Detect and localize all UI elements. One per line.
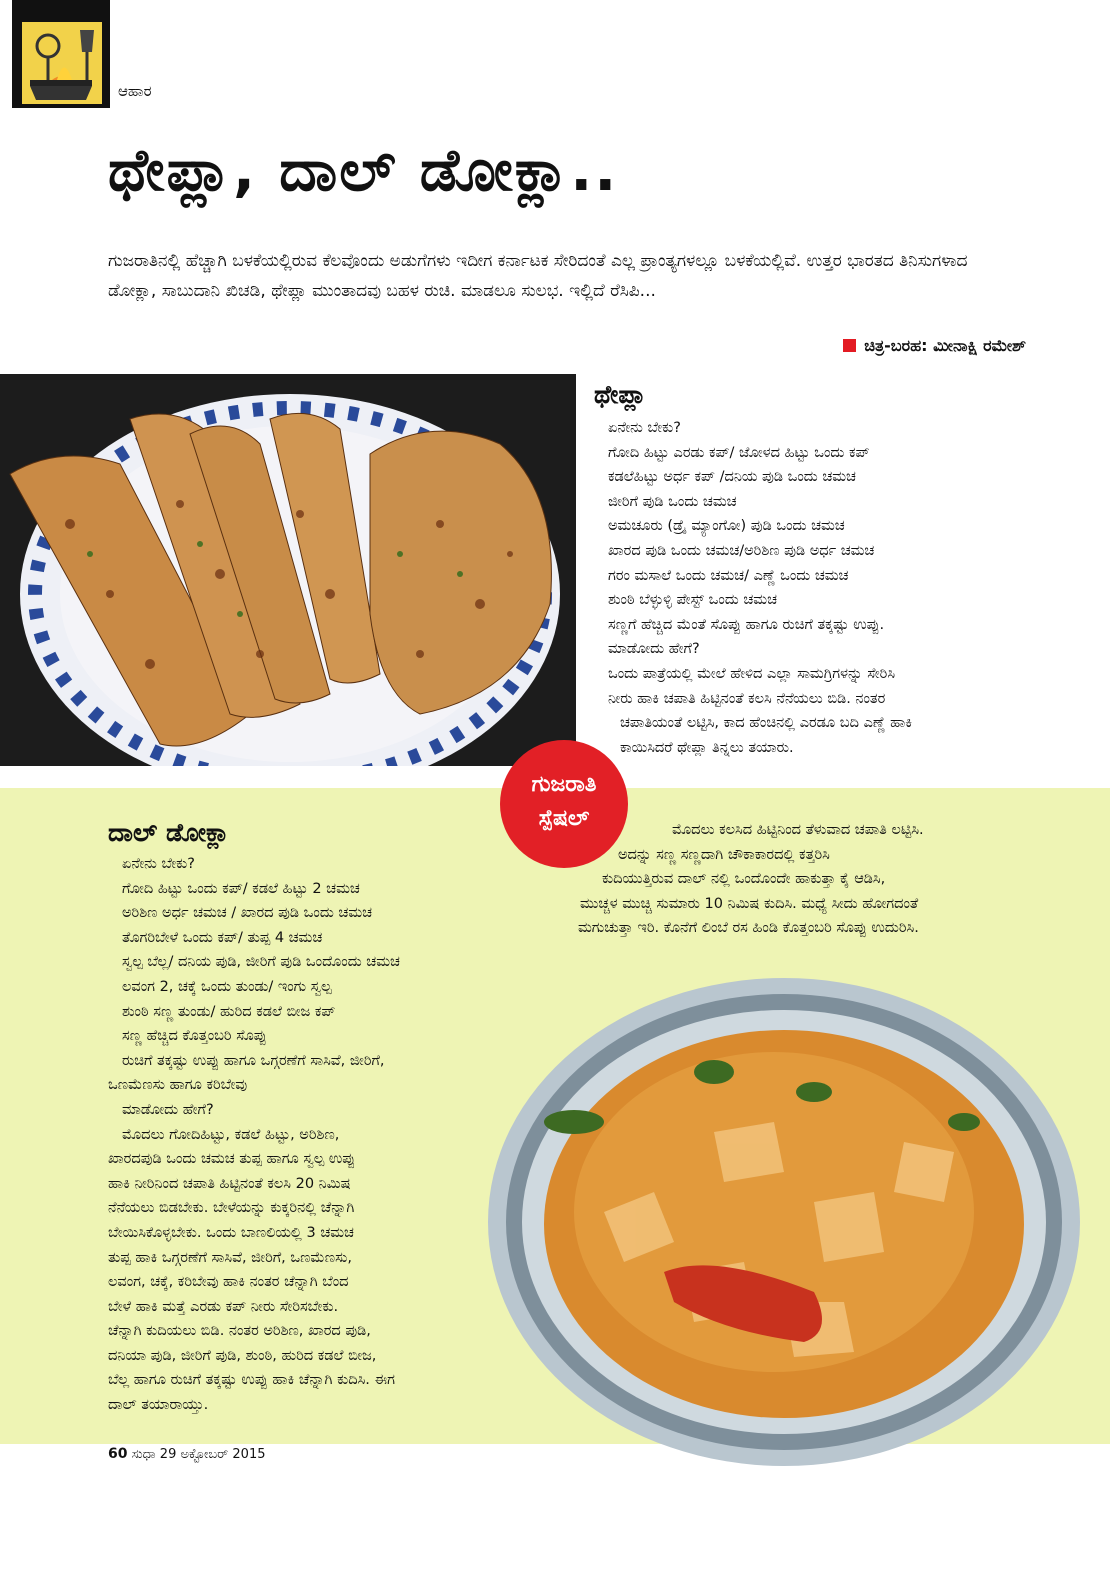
recipe-line: ಶುಂಠಿ ಸಣ್ಣ ತುಂಡು/ ಹುರಿದ ಕಡಲೆ ಬೀಜ ಕಪ್	[122, 1003, 336, 1020]
recipe-line: ಬೆಲ್ಲ ಹಾಗೂ ರುಚಿಗೆ ತಕ್ಕಷ್ಟು ಉಪ್ಪು ಹಾಕಿ ಚೆನ್ನಾಗಿ ಕುದಿಸಿ. ಈಗ	[108, 1372, 395, 1389]
section-logo	[12, 0, 110, 108]
recipe-line: ಖಾರದಪುಡಿ ಒಂದು ಚಮಚ ತುಪ್ಪ ಹಾಗೂ ಸ್ವಲ್ಪ ಉಪ್ಪು	[108, 1151, 356, 1168]
recipe-line: ಗೋದಿ ಹಿಟ್ಟು ಎರಡು ಕಪ್/ ಜೋಳದ ಹಿಟ್ಟು ಒಂದು ಕಪ್	[608, 444, 870, 461]
dal-dhokla-recipe	[108, 852, 508, 1418]
recipe-line: ಒಣಮೆಣಸು ಹಾಗೂ ಕರಿಬೇವು	[108, 1077, 248, 1094]
recipe-line: ಮಗುಚುತ್ತಾ ಇರಿ. ಕೊನೆಗೆ ಲಿಂಬೆ ರಸ ಹಿಂಡಿ ಕೊತ್ತಂಬರಿ ಸೊಪ್ಪು ಉದುರಿಸಿ.	[578, 920, 919, 937]
recipe-line: ಕುದಿಯುತ್ತಿರುವ ದಾಲ್ ನಲ್ಲಿ ಒಂದೊಂದೇ ಹಾಕುತ್ತಾ ಕೈ ಆಡಿಸಿ,	[602, 871, 886, 888]
recipe-line: ಚಪಾತಿಯಂತೆ ಲಟ್ಟಿಸಿ, ಕಾದ ಹೆಂಚಿನಲ್ಲಿ ಎರಡೂ ಬದಿ ಎಣ್ಣೆ ಹಾಕಿ	[620, 715, 913, 732]
bullet-square-icon	[843, 339, 856, 352]
byline	[843, 336, 1026, 356]
recipe-line: ಅರಿಶಿಣ ಅರ್ಧ ಚಮಚ / ಖಾರದ ಪುಡಿ ಒಂದು ಚಮಚ	[122, 905, 373, 922]
recipe-line: ಮಾಡೋದು ಹೇಗೆ?	[608, 641, 700, 658]
recipe-line: ರುಚಿಗೆ ತಕ್ಕಷ್ಟು ಉಪ್ಪು ಹಾಗೂ ಒಗ್ಗರಣೆಗೆ ಸಾಸಿವೆ, ಜೀರಿಗೆ,	[122, 1052, 385, 1069]
intro-paragraph: ಗುಜರಾತಿನಲ್ಲಿ ಹೆಚ್ಚಾಗಿ ಬಳಕೆಯಲ್ಲಿರುವ ಕೆಲವೊಂದು ಅಡುಗೆಗಳು ಇದೀಗ ಕರ್ನಾಟಕ ಸೇರಿದಂತೆ ಎಲ್ಲ ಪ್ರಾಂತ್ಯಗಳಲ್ಲೂ ಬಳಕೆಯಲ್ಲಿವೆ. ಉತ್ತರ ಭಾರತದ ತಿನಿಸುಗಳಾದ ಡೋಕ್ಲಾ, ಸಾಬುದಾನಿ ಖಿಚಡಿ, ಥೇಪ್ಲಾ ಮುಂತಾದವು ಬಹಳ ರುಚಿ. ಮಾಡಲೂ ಸುಲಭ. ಇಲ್ಲಿದೆ ರೆಸಿಪಿ...	[108, 251, 968, 301]
dal-dhokla-heading: ದಾಲ್ ಡೋಕ್ಲಾ	[108, 818, 230, 847]
section-label: ಆಹಾರ	[118, 82, 152, 100]
recipe-line: ಹಾಕಿ ನೀರಿನಿಂದ ಚಪಾತಿ ಹಿಟ್ಟಿನಂತೆ ಕಲಸಿ 20 ನಿಮಿಷ	[108, 1175, 351, 1192]
thepla-recipe	[608, 416, 1008, 760]
recipe-line: ಲವಂಗ, ಚಕ್ಕೆ, ಕರಿಬೇವು ಹಾಕಿ ನಂತರ ಚೆನ್ನಾಗಿ ಬೆಂದ	[108, 1274, 349, 1291]
page-number: 60	[108, 1446, 128, 1462]
badge-line-2: ಸ್ಪೆಷಲ್	[538, 806, 590, 831]
recipe-line: ನೀರು ಹಾಕಿ ಚಪಾತಿ ಹಿಟ್ಟಿನಂತೆ ಕಲಸಿ ನೆನೆಯಲು ಬಿಡಿ. ನಂತರ	[608, 690, 886, 707]
recipe-line: ನೆನೆಯಲು ಬಿಡಬೇಕು. ಬೇಳೆಯನ್ನು ಕುಕ್ಕರಿನಲ್ಲಿ ಚೆನ್ನಾಗಿ	[108, 1200, 355, 1217]
recipe-line: ಜೀರಿಗೆ ಪುಡಿ ಒಂದು ಚಮಚ	[608, 493, 737, 510]
badge-line-1: ಗುಜರಾತಿ	[531, 772, 597, 797]
recipe-line: ದಾಲ್ ತಯಾರಾಯ್ತು.	[108, 1397, 209, 1414]
recipe-line: ಏನೇನು ಬೇಕು?	[122, 856, 195, 872]
dal-dhokla-continued	[572, 818, 1042, 941]
recipe-line: ಮುಚ್ಚಳ ಮುಚ್ಚಿ ಸುಮಾರು 10 ನಿಮಿಷ ಕುದಿಸಿ. ಮಧ್ಯೆ ಸೀದು ಹೋಗದಂತೆ	[580, 895, 919, 912]
magazine-name: ಸುಧಾ	[131, 1447, 156, 1462]
recipe-line: ಗೋದಿ ಹಿಟ್ಟು ಒಂದು ಕಪ್/ ಕಡಲೆ ಹಿಟ್ಟು 2 ಚಮಚ	[122, 880, 360, 897]
recipe-line: ಅದನ್ನು ಸಣ್ಣ ಸಣ್ಣದಾಗಿ ಚೌಕಾಕಾರದಲ್ಲಿ ಕತ್ತರಿಸಿ	[618, 846, 830, 863]
recipe-line: ತುಪ್ಪ ಹಾಕಿ ಒಗ್ಗರಣೆಗೆ ಸಾಸಿವೆ, ಜೀರಿಗೆ, ಒಣಮೆಣಸು,	[108, 1249, 352, 1266]
recipe-line: ಮೊದಲು ಗೋದಿಹಿಟ್ಟು, ಕಡಲೆ ಹಿಟ್ಟು, ಅರಿಶಿಣ,	[122, 1126, 340, 1143]
recipe-line: ಅಮಚೂರು (ಡ್ರೈ ಮ್ಯಾಂಗೋ) ಪುಡಿ ಒಂದು ಚಮಚ	[608, 518, 845, 535]
kitchen-utensils-icon	[12, 0, 110, 108]
recipe-line: ಲವಂಗ 2, ಚಕ್ಕೆ ಒಂದು ತುಂಡು/ ಇಂಗು ಸ್ವಲ್ಪ	[122, 978, 332, 995]
recipe-line: ಒಂದು ಪಾತ್ರೆಯಲ್ಲಿ ಮೇಲೆ ಹೇಳಿದ ಎಲ್ಲಾ ಸಾಮಗ್ರಿಗಳನ್ನು ಸೇರಿಸಿ	[608, 665, 896, 682]
recipe-line: ಸಣ್ಣಗೆ ಹೆಚ್ಚಿದ ಮೆಂತೆ ಸೊಪ್ಪು ಹಾಗೂ ರುಚಿಗೆ ತಕ್ಕಷ್ಟು ಉಪ್ಪು.	[608, 616, 885, 633]
recipe-line: ಏನೇನು ಬೇಕು?	[608, 420, 681, 436]
recipe-line: ಕಾಯಿಸಿದರೆ ಥೇಪ್ಲಾ ತಿನ್ನಲು ತಯಾರು.	[620, 739, 794, 756]
thepla-heading: ಥೇಪ್ಲಾ	[594, 380, 647, 409]
page-footer	[108, 1446, 266, 1462]
recipe-line: ಖಾರದ ಪುಡಿ ಒಂದು ಚಮಚ/ಅರಿಶಿಣ ಪುಡಿ ಅರ್ಧ ಚಮಚ	[608, 542, 875, 559]
dal-dhokla-photo	[484, 972, 1090, 1478]
recipe-line: ಶುಂಠಿ ಬೆಳ್ಳುಳ್ಳಿ ಪೇಸ್ಟ್ ಒಂದು ಚಮಚ	[608, 592, 778, 609]
byline-text: ಚಿತ್ರ-ಬರಹ: ಮೀನಾಕ್ಷಿ ರಮೇಶ್	[864, 336, 1026, 355]
recipe-line: ಗರಂ ಮಸಾಲೆ ಒಂದು ಚಮಚ/ ಎಣ್ಣೆ ಒಂದು ಚಮಚ	[608, 567, 849, 584]
recipe-line: ಮಾಡೋದು ಹೇಗೆ?	[122, 1101, 214, 1118]
recipe-line: ತೊಗರಿಬೇಳೆ ಒಂದು ಕಪ್/ ತುಪ್ಪ 4 ಚಮಚ	[122, 929, 323, 946]
recipe-line: ಚೆನ್ನಾಗಿ ಕುದಿಯಲು ಬಿಡಿ. ನಂತರ ಅರಿಶಿಣ, ಖಾರದ ಪುಡಿ,	[108, 1323, 371, 1340]
recipe-line: ದನಿಯಾ ಪುಡಿ, ಜೀರಿಗೆ ಪುಡಿ, ಶುಂಠಿ, ಹುರಿದ ಕಡಲೆ ಬೀಜ,	[108, 1347, 377, 1364]
recipe-line: ಬೇಯಿಸಿಕೊಳ್ಳಬೇಕು. ಒಂದು ಬಾಣಲಿಯಲ್ಲಿ 3 ಚಮಚ	[108, 1224, 354, 1241]
recipe-line: ಮೊದಲು ಕಲಸಿದ ಹಿಟ್ಟಿನಿಂದ ತೆಳುವಾದ ಚಪಾತಿ ಲಟ್ಟಿಸಿ.	[672, 822, 924, 838]
page-title: ಥೇಪ್ಲಾ, ದಾಲ್ ಡೋಕ್ಲಾ..	[108, 136, 619, 204]
recipe-line: ಬೇಳೆ ಹಾಕಿ ಮತ್ತೆ ಎರಡು ಕಪ್ ನೀರು ಸೇರಿಸಬೇಕು.	[108, 1298, 339, 1315]
thepla-photo	[0, 374, 576, 766]
recipe-line: ಸಣ್ಣ ಹೆಚ್ಚಿದ ಕೊತ್ತಂಬರಿ ಸೊಪ್ಪು	[122, 1028, 267, 1045]
recipe-line: ಕಡಲೆಹಿಟ್ಟು ಅರ್ಧ ಕಪ್ /ದನಿಯ ಪುಡಿ ಒಂದು ಚಮಚ	[608, 469, 856, 486]
issue-date: 29 ಅಕ್ಟೋಬರ್ 2015	[159, 1447, 266, 1462]
recipe-line: ಸ್ವಲ್ಪ ಬೆಲ್ಲ/ ದನಿಯ ಪುಡಿ, ಜೀರಿಗೆ ಪುಡಿ ಒಂದೊಂದು ಚಮಚ	[122, 954, 400, 971]
